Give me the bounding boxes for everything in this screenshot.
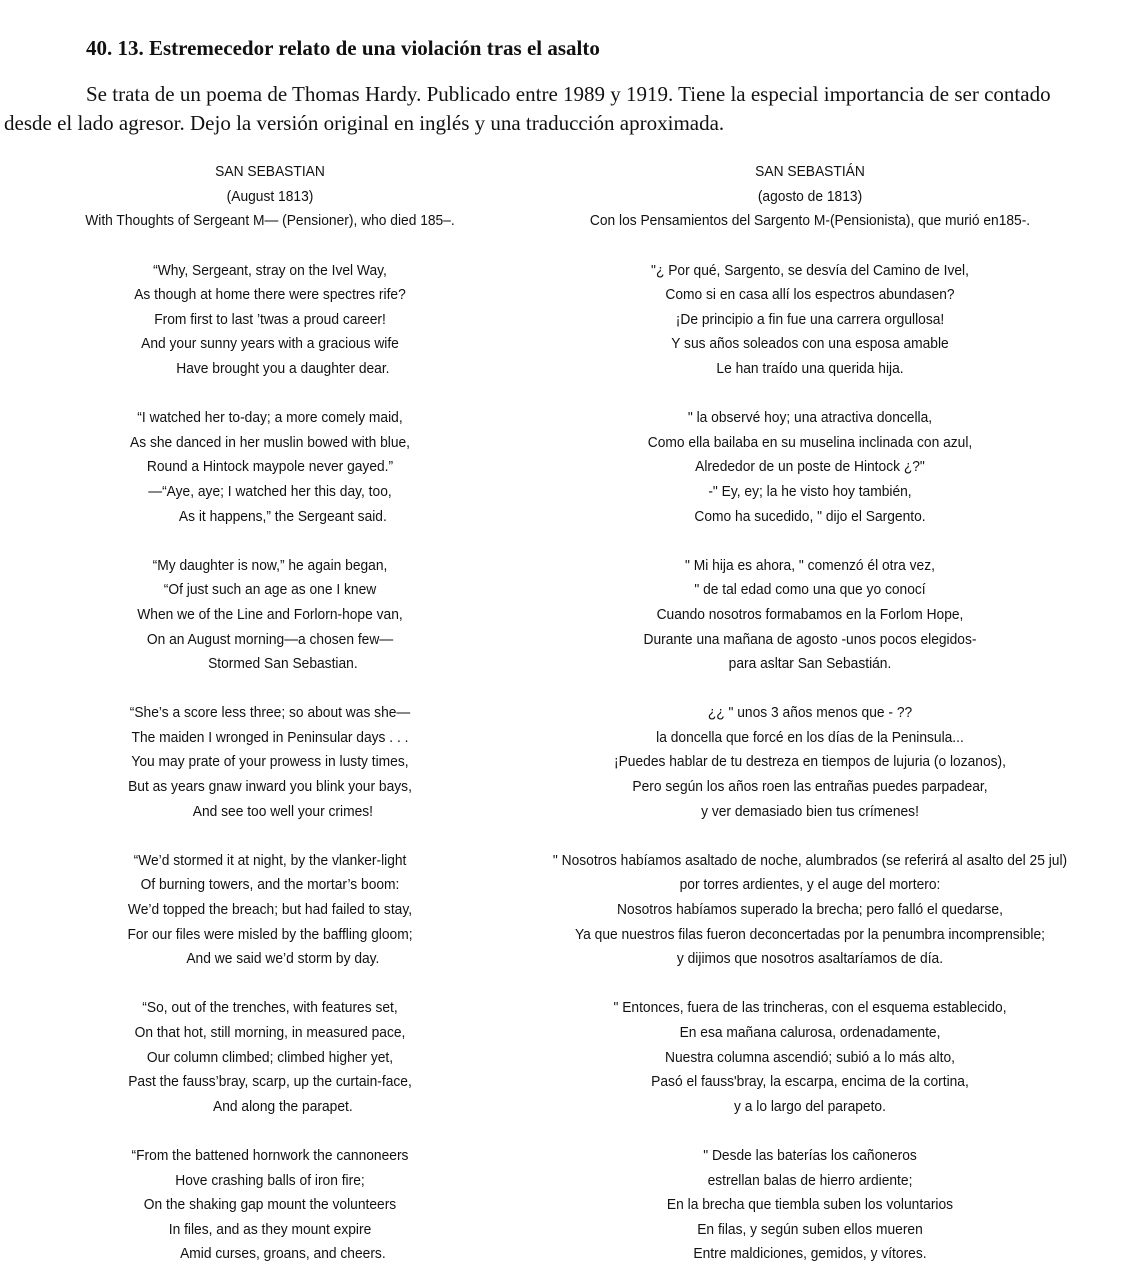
poem-line: la doncella que forcé en los días de la Peninsula... (656, 728, 964, 746)
poem-line: estrellan balas de hierro ardiente; (707, 1171, 913, 1189)
poem-line: Have brought you a daughter dear. (176, 359, 390, 377)
spanish-poem-column (516, 160, 1105, 1267)
poem-line: “Why, Sergeant, stray on the Ivel Way, (153, 261, 387, 279)
poem-line: para asltar San Sebastián. (728, 655, 892, 673)
poem-line: Stormed San Sebastian. (208, 655, 358, 673)
poem-stanza (49, 849, 491, 972)
poem-line: " Desde las baterías los cañoneros (703, 1146, 917, 1164)
poem-line: Past the fauss’bray, scarp, up the curtain-face, (128, 1073, 412, 1091)
poem-line: “Of just such an age as one I knew (163, 581, 377, 599)
poem-line: -" Ey, ey; la he visto hoy también, (708, 482, 912, 500)
intro-line: desde el lado agresor. Dejo la versión original en inglés y una traducción aproximada. (4, 111, 725, 135)
poem-line: Y sus años soleados con una esposa amable (671, 335, 949, 353)
poem-line: For our files were misled by the baffling gloom; (127, 925, 413, 943)
poem-date: (agosto de 1813) (757, 187, 863, 205)
poem-line: En filas, y según suben ellos mueren (697, 1220, 923, 1238)
poem-stanza (49, 701, 491, 824)
poem-line: y ver demasiado bien tus crímenes! (701, 802, 919, 820)
poem-line: The maiden I wronged in Peninsular days . . . (131, 728, 409, 746)
poem-stanza (516, 554, 1105, 677)
poem-line: As she danced in her muslin bowed with blue, (130, 433, 410, 451)
poem-stanza (49, 1144, 491, 1267)
poem-title: SAN SEBASTIÁN (755, 163, 865, 180)
poem-line: Round a Hintock maypole never gayed.” (146, 458, 394, 476)
poem-stanza (516, 259, 1105, 382)
poem-line: We’d topped the breach; but had failed to stay, (127, 901, 413, 919)
section-heading: 40. 13. Estremecedor relato de una violación tras el asalto (86, 36, 600, 60)
poem-line: Ya que nuestros filas fueron deconcertadas por la penumbra incomprensible; (574, 925, 1045, 943)
intro-line: Se trata de un poema de Thomas Hardy. Publicado entre 1989 y 1919. Tiene la especial importancia de ser contado (86, 82, 1051, 106)
poem-dedication: Con los Pensamientos del Sargento M-(Pensionista), que murió en185-. (589, 212, 1031, 230)
poem-stanza (516, 406, 1105, 529)
poem-line: Nosotros habíamos superado la brecha; pero falló el quedarse, (617, 901, 1003, 919)
poem-title-block (49, 160, 491, 234)
poem-line: Amid curses, groans, and cheers. (180, 1245, 386, 1263)
poem-line: Hove crashing balls of iron fire; (175, 1171, 365, 1189)
poem-line: “I watched her to-day; a more comely maid, (137, 409, 403, 427)
poem-line: From first to last ’twas a proud career! (154, 310, 386, 328)
poem-line: On the shaking gap mount the volunteers (143, 1196, 397, 1214)
poem-line: Durante una mañana de agosto -unos pocos elegidos- (643, 630, 977, 648)
poem-line: You may prate of your prowess in lusty times, (131, 753, 409, 771)
poem-line: “My daughter is now,” he again began, (152, 556, 388, 574)
poem-line: As it happens,” the Sergeant said. (178, 507, 387, 525)
poem-line: " Entonces, fuera de las trincheras, con el esquema establecido, (613, 999, 1007, 1017)
poem-line: ¡Puedes hablar de tu destreza en tiempos de lujuria (o lozanos), (613, 753, 1007, 771)
poem-stanza (49, 554, 491, 677)
poem-line: Pero según los años roen las entrañas puedes parpadear, (632, 778, 988, 796)
poem-line: Cuando nosotros formabamos en la Forlom Hope, (656, 605, 964, 623)
poem-line: Our column climbed; climbed higher yet, (146, 1048, 394, 1066)
poem-date: (August 1813) (226, 187, 314, 205)
poem-stanza (49, 406, 491, 529)
poem-line: “So, out of the trenches, with features set, (142, 999, 398, 1017)
poem-line: And your sunny years with a gracious wife (141, 335, 399, 353)
poem-stanza (516, 996, 1105, 1119)
poem-line: “We’d stormed it at night, by the vlanker-light (133, 851, 407, 869)
poem-line: " de tal edad como una que yo conocí (694, 581, 926, 599)
poem-line: Le han traído una querida hija. (716, 359, 904, 377)
poem-line: y a lo largo del parapeto. (734, 1097, 886, 1115)
poem-stanza (516, 849, 1105, 972)
poem-stanza (49, 996, 491, 1119)
poem-line: Entre maldiciones, gemidos, y vítores. (693, 1245, 927, 1263)
poem-line: Como si en casa allí los espectros abundasen? (665, 286, 955, 304)
poem-line: Como ella bailaba en su muselina inclinada con azul, (647, 433, 973, 451)
poem-line: And along the parapet. (213, 1097, 353, 1115)
english-poem-column (49, 160, 491, 1267)
poem-line: On an August morning—a chosen few— (146, 630, 394, 648)
poem-line: " Nosotros habíamos asaltado de noche, alumbrados (se referirá al asalto del 25 jul) (552, 851, 1068, 869)
poem-line: But as years gnaw inward you blink your bays, (128, 778, 412, 796)
poem-stanza (49, 259, 491, 382)
poem-line: " Mi hija es ahora, " comenzó él otra vez, (685, 556, 935, 574)
poem-line: por torres ardientes, y el auge del mortero: (679, 876, 941, 894)
poem-line: In files, and as they mount expire (168, 1220, 372, 1238)
poem-stanza (516, 1144, 1105, 1267)
poem-dedication: With Thoughts of Sergeant M— (Pensioner), who died 185–. (85, 212, 455, 230)
poem-line: Como ha sucedido, " dijo el Sargento. (694, 507, 926, 525)
poem-line: And see too well your crimes! (192, 802, 373, 820)
poem-line: En la brecha que tiembla suben los voluntarios (666, 1196, 954, 1214)
poem-line: Pasó el fauss'bray, la escarpa, encima de la cortina, (651, 1073, 969, 1091)
poem-title-block (516, 160, 1105, 234)
poem-stanza (516, 701, 1105, 824)
poem-line: When we of the Line and Forlorn-hope van, (137, 605, 403, 623)
poem-line: As though at home there were spectres rife? (134, 286, 406, 304)
poem-line: ¡De principio a fin fue una carrera orgullosa! (675, 310, 945, 328)
poem-line: Nuestra columna ascendió; subió a lo más alto, (665, 1048, 955, 1066)
intro-paragraph (0, 80, 1142, 138)
poem-title: SAN SEBASTIAN (215, 163, 325, 180)
poem-line: And we said we’d storm by day. (186, 950, 380, 968)
poem-line: En esa mañana calurosa, ordenadamente, (679, 1024, 941, 1041)
poem-line: " la observé hoy; una atractiva doncella, (687, 409, 933, 427)
poem-line: “She’s a score less three; so about was she— (129, 704, 411, 722)
poem-line: Of burning towers, and the mortar’s boom: (140, 876, 400, 894)
poem-line: y dijimos que nosotros asaltaríamos de día. (676, 950, 944, 968)
poem-line: “From the battened hornwork the cannoneers (131, 1146, 409, 1164)
poem-line: ¿¿ " unos 3 años menos que - ?? (707, 704, 913, 722)
poem-line: Alrededor de un poste de Hintock ¿?" (695, 458, 925, 476)
poem-line: "¿ Por qué, Sargento, se desvía del Camino de Ivel, (651, 261, 969, 279)
poem-line: On that hot, still morning, in measured pace, (134, 1024, 406, 1041)
poem-line: —“Aye, aye; I watched her this day, too, (148, 482, 392, 500)
